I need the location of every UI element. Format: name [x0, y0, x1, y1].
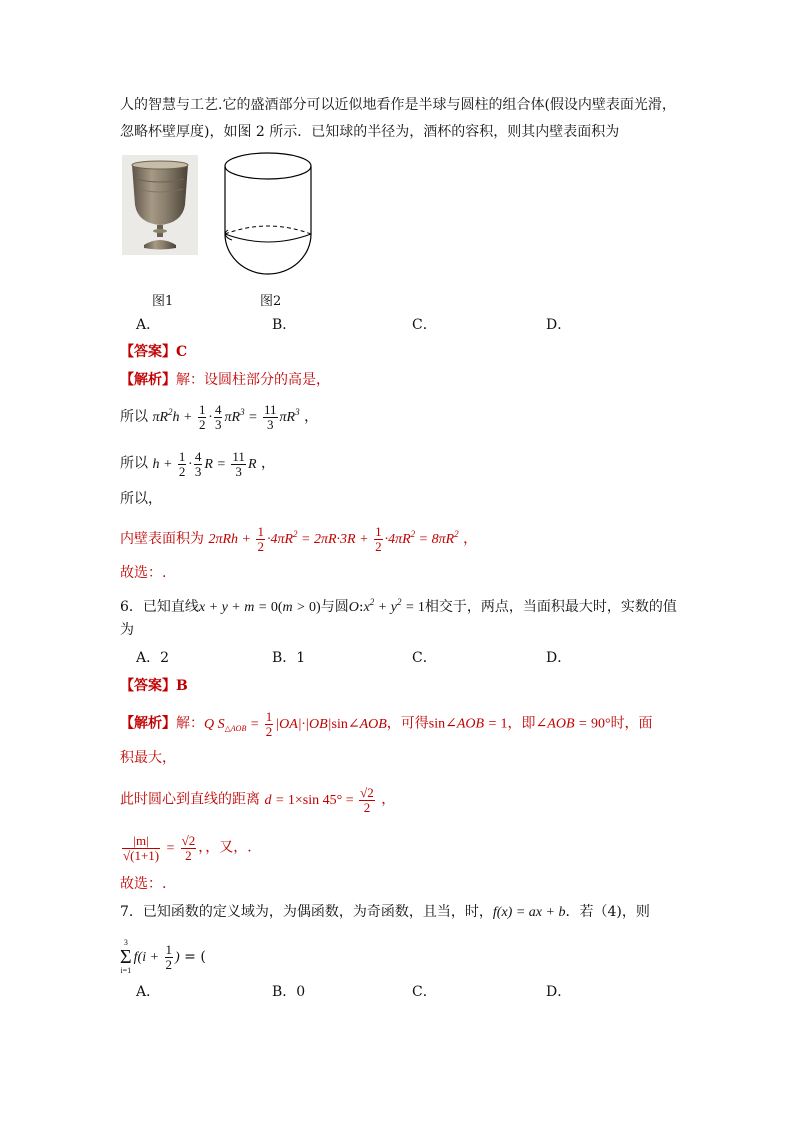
q6-stem-1: 6．已知直线x + y + m = 0(m > 0)与圆$O:x^2 + y^2 = 1$相交于，两点，当面积最大时，实数的值: [120, 597, 677, 615]
answer-value: B: [176, 678, 188, 694]
q5-analysis: [120, 370, 330, 390]
answer-value: C: [176, 344, 188, 360]
q7-stem-part: 7．已知函数的定义域为，为偶函数，为奇函数，且当，时，: [120, 904, 493, 920]
q6-answer: [120, 676, 188, 696]
surface-label: 内壁表面积为: [120, 531, 204, 547]
q5-eq-1: 所以 $\pi R^2h$ + $\frac{1}{2}$ · $\frac{4}{3}$ $\pi R^3$ = $\frac{11}{3}$ $\pi R^3$ ，: [120, 402, 319, 433]
analysis-part: 时，面: [610, 715, 653, 732]
distance-label: 此时圆心到直线的距离: [120, 791, 260, 808]
q5-eq-2: 所以 h + $\frac{1}{2}$ · $\frac{4}{3}$ R = $\frac{11}{3}$ R ，: [120, 449, 275, 479]
q7-option-a: A．: [136, 984, 161, 1000]
q6-stem-part: 6．已知直线: [120, 599, 199, 615]
q5-option-a: A．: [136, 317, 161, 333]
q6-conclusion: 故选：.: [120, 876, 167, 892]
analysis-tag: 【解析】: [120, 715, 176, 732]
q5-answer: [120, 342, 187, 362]
analysis-part: ，可得: [386, 715, 429, 732]
q7-stem-part: ．若（4)，则: [565, 904, 650, 920]
intro-line-1: 人的智慧与工艺.它的盛酒部分可以近似地看作是半球与圆柱的组合体(假设内壁表面光滑，: [120, 97, 676, 113]
q7-stem-tail: = (: [184, 949, 206, 965]
q6-option-b: B．1: [272, 650, 306, 666]
q7-option-b: B．0: [272, 984, 306, 1000]
figure-2-caption: 图2: [260, 294, 282, 309]
q6-stem-part: 与圆: [320, 599, 349, 615]
figure-1-caption: 图1: [152, 294, 174, 309]
q7-stem-2: 3 Σ i=1 f(i + $\frac{1}{2}$ ) = (: [120, 938, 206, 975]
q5-option-b: B．: [272, 317, 297, 333]
so-label: 所以: [120, 455, 148, 472]
q5-surface-area: 内壁表面积为 2πRh + $\frac{1}{2}$ $\cdot 4\pi R^2 = 2\pi R\cdot 3R$ + $\frac{1}{2}$ $\cdot 4\pi R^2 = 8\pi R^2$ ，: [120, 524, 478, 555]
answer-tag: 【答案】: [120, 678, 176, 694]
q6-tail: ，，又，.: [198, 839, 252, 856]
q7-option-d: D．: [546, 984, 572, 1000]
q6-option-d: D．: [546, 650, 572, 666]
so-label: 所以: [120, 409, 148, 425]
analysis-part: 解：: [176, 715, 204, 732]
q6-stem-2: 为: [120, 622, 134, 638]
q5-option-c: C．: [412, 317, 437, 333]
q6-stem-part: 相交于，两点，当面积最大时，实数的值: [424, 599, 677, 615]
analysis-part: ，即: [507, 715, 536, 732]
analysis-intro: 解：设圆柱部分的高是，: [176, 372, 330, 388]
q6-distance: 此时圆心到直线的距离 d = 1×sin 45° = $\frac{√2}{2}$ ，: [120, 785, 396, 815]
q5-option-d: D．: [546, 317, 572, 333]
cylinder-hemisphere-diagram: [218, 150, 318, 278]
analysis-tag: 【解析】: [120, 372, 176, 388]
q6-analysis-2: 积最大，: [120, 750, 176, 766]
intro-line-2: 忽略杯壁厚度)，如图 2 所示．已知球的半径为，酒杯的容积，则其内壁表面积为: [120, 124, 620, 140]
q7-stem-1: 7．已知函数的定义域为，为偶函数，为奇函数，且当，时，f(x) = ax + b．若（4)，则: [120, 904, 650, 920]
q5-so3: 所以，: [120, 491, 162, 507]
goblet-photo: [122, 155, 198, 255]
answer-tag: 【答案】: [120, 344, 176, 360]
summation: 3 Σ i=1: [120, 938, 132, 975]
q5-conclusion: 故选：.: [120, 565, 167, 581]
q6-option-c: C．: [412, 650, 437, 666]
q6-equation: $\frac{|m|}{√(1+1)}$ = $\frac{√2}{2}$ ，，又，.: [123, 833, 252, 863]
q6-analysis-1: 【解析】解：Q $S_{\triangle AOB}$ = $\frac{1}{2}$ |OA|·|OB|sin∠AOB，可得sin∠AOB = 1，即∠AOB = 90°时，面: [120, 709, 653, 739]
q7-option-c: C．: [412, 984, 437, 1000]
q6-option-a: A．2: [136, 650, 170, 666]
